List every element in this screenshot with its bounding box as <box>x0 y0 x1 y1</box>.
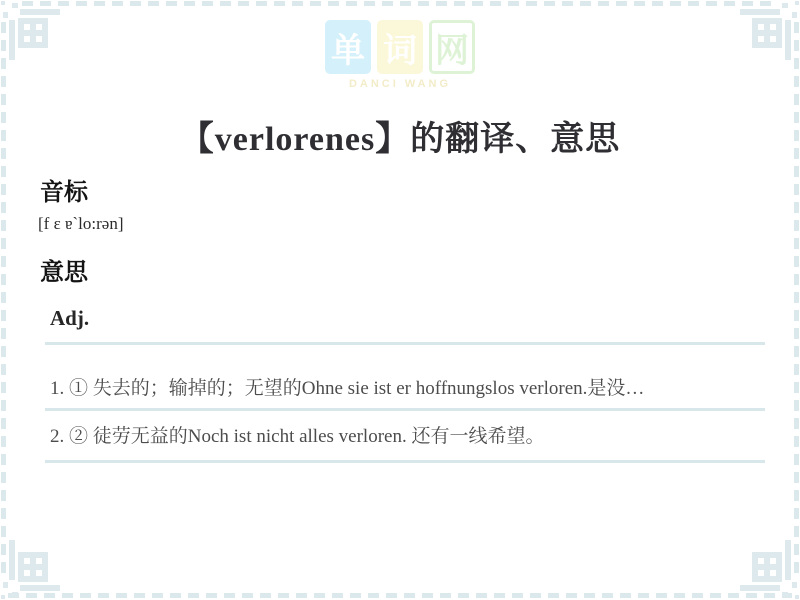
definition-row: 2. ② 徒劳无益的Noch ist nicht alles verloren. 还有一线希望。 <box>50 426 545 447</box>
separator-line <box>45 342 765 345</box>
logo-tile-icon: 单 <box>325 20 371 74</box>
separator-line <box>45 460 765 463</box>
frame-dash-right <box>794 22 799 578</box>
corner-ornament-icon <box>738 538 800 600</box>
logo-tile-icon: 词 <box>377 20 423 74</box>
logo-tile-icon: 网 <box>429 20 475 74</box>
frame-dash-left <box>1 22 6 578</box>
phonetic-value: [f ɛ ɐ`lo:rən] <box>38 214 124 233</box>
logo-tiles <box>0 20 800 74</box>
corner-ornament-icon <box>0 538 62 600</box>
site-logo[interactable] <box>0 20 800 90</box>
phonetic-heading: 音标 <box>40 180 88 206</box>
definition-row: 1. ① 失去的；输掉的；无望的Ohne sie ist er hoffnungslos verloren.是没… <box>50 378 645 399</box>
frame-dash-bottom <box>8 593 792 598</box>
separator-line <box>45 408 765 411</box>
part-of-speech-label: Adj. <box>50 306 90 330</box>
frame-dash-top <box>22 1 778 6</box>
logo-caption: DANCI WANG <box>348 78 452 90</box>
meaning-heading: 意思 <box>40 260 88 286</box>
page-title: 【verlorenes】的翻译、意思 <box>179 120 621 158</box>
